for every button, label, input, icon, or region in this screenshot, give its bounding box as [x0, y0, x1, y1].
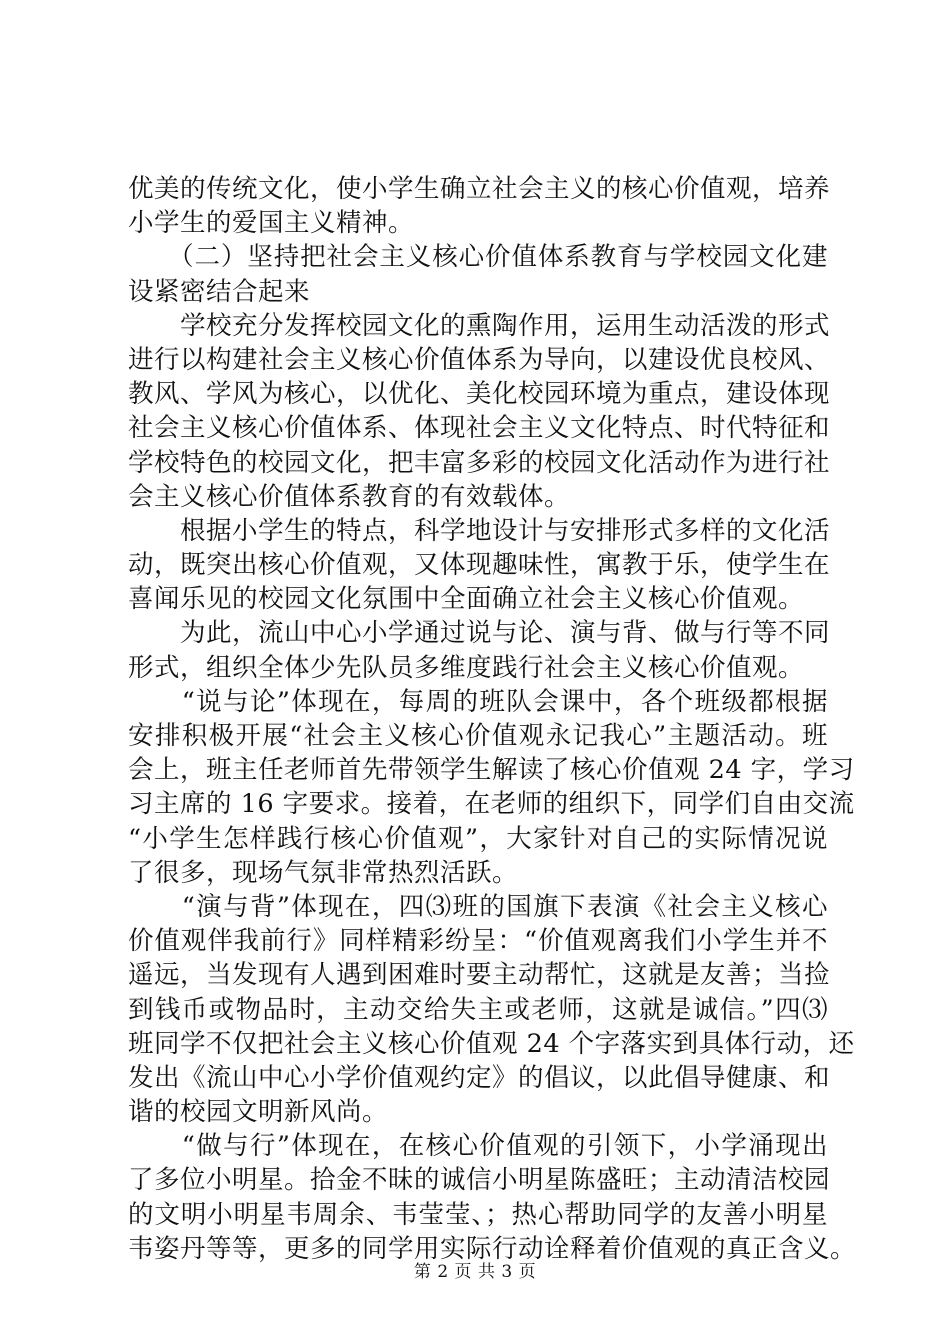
text-line: 为此，流山中心小学通过说与论、演与背、做与行等不同 — [128, 618, 831, 649]
page-footer — [0, 1261, 950, 1283]
document-body — [128, 172, 857, 1266]
page-number-label: 第 2 页 共 3 页 — [413, 1262, 537, 1282]
text-line: “小学生怎样践行核心价值观”，大家针对自己的实际情况说 — [128, 823, 828, 854]
text-line: 了多位小明星。拾金不昧的诚信小明星陈盛旺；主动清洁校园 — [128, 1165, 831, 1196]
text-line: 安排积极开展“社会主义核心价值观永记我心”主题活动。班 — [128, 721, 828, 751]
text-line: 到钱币或物品时，主动交给失主或老师，这就是诚信。”四⑶ — [128, 994, 828, 1025]
text-line: “演与背”体现在，四⑶班的国旗下表演《社会主义核心 — [128, 891, 828, 922]
text-line: 学校特色的校园文化，把丰富多彩的校园文化活动作为进行社 — [128, 447, 831, 478]
text-line: （二）坚持把社会主义核心价值体系教育与学校园文化建 — [128, 242, 828, 273]
text-line: 价值观伴我前行》同样精彩纷呈：“价值观离我们小学生并不 — [128, 926, 828, 957]
text-line: 学校充分发挥校园文化的熏陶作用，运用生动活泼的形式 — [128, 310, 831, 341]
text-line: 会主义核心价值体系教育的有效载体。 — [128, 481, 571, 512]
text-line: 会上，班主任老师首先带领学生解读了核心价值观 24 字，学习 — [128, 755, 855, 786]
text-line: 习主席的 16 字要求。接着，在老师的组织下，同学们自由交流 — [128, 789, 855, 820]
text-line: 小学生的爱国主义精神。 — [128, 208, 415, 239]
text-line: 谐的校园文明新风尚。 — [128, 1097, 389, 1128]
text-line: “做与行”体现在，在核心价值观的引领下，小学涌现出 — [128, 1131, 828, 1162]
text-line: 优美的传统文化，使小学生确立社会主义的核心价值观，培养 — [128, 174, 831, 204]
text-line: 根据小学生的特点，科学地设计与安排形式多样的文化活 — [128, 515, 831, 546]
text-line: 了很多，现场气氛非常热烈活跃。 — [128, 857, 519, 888]
text-line: 教风、学风为核心，以优化、美化校园环境为重点，建设体现 — [128, 379, 831, 410]
text-line: 班同学不仅把社会主义核心价值观 24 个字落实到具体行动，还 — [128, 1028, 855, 1059]
text-line: 喜闻乐见的校园文化氛围中全面确立社会主义核心价值观。 — [128, 584, 805, 615]
text-line: 发出《流山中心小学价值观约定》的倡议，以此倡导健康、和 — [128, 1062, 831, 1093]
text-line: 社会主义核心价值体系、体现社会主义文化特点、时代特征和 — [128, 413, 831, 444]
text-line: “说与论”体现在，每周的班队会课中，各个班级都根据 — [128, 686, 828, 717]
text-line: 动，既突出核心价值观，又体现趣味性，寓教于乐，使学生在 — [128, 550, 831, 581]
text-line: 的文明小明星韦周余、韦莹莹、；热心帮助同学的友善小明星 — [128, 1199, 828, 1230]
text-line: 形式，组织全体少先队员多维度践行社会主义核心价值观。 — [128, 652, 805, 683]
text-line: 设紧密结合起来 — [128, 276, 311, 307]
text-line: 遥远，当发现有人遇到困难时要主动帮忙，这就是友善；当捡 — [128, 960, 831, 991]
text-line: 进行以构建社会主义核心价值体系为导向，以建设优良校风、 — [128, 344, 831, 375]
text-line: 韦姿丹等等，更多的同学用实际行动诠释着价值观的真正含义。 — [128, 1233, 857, 1264]
